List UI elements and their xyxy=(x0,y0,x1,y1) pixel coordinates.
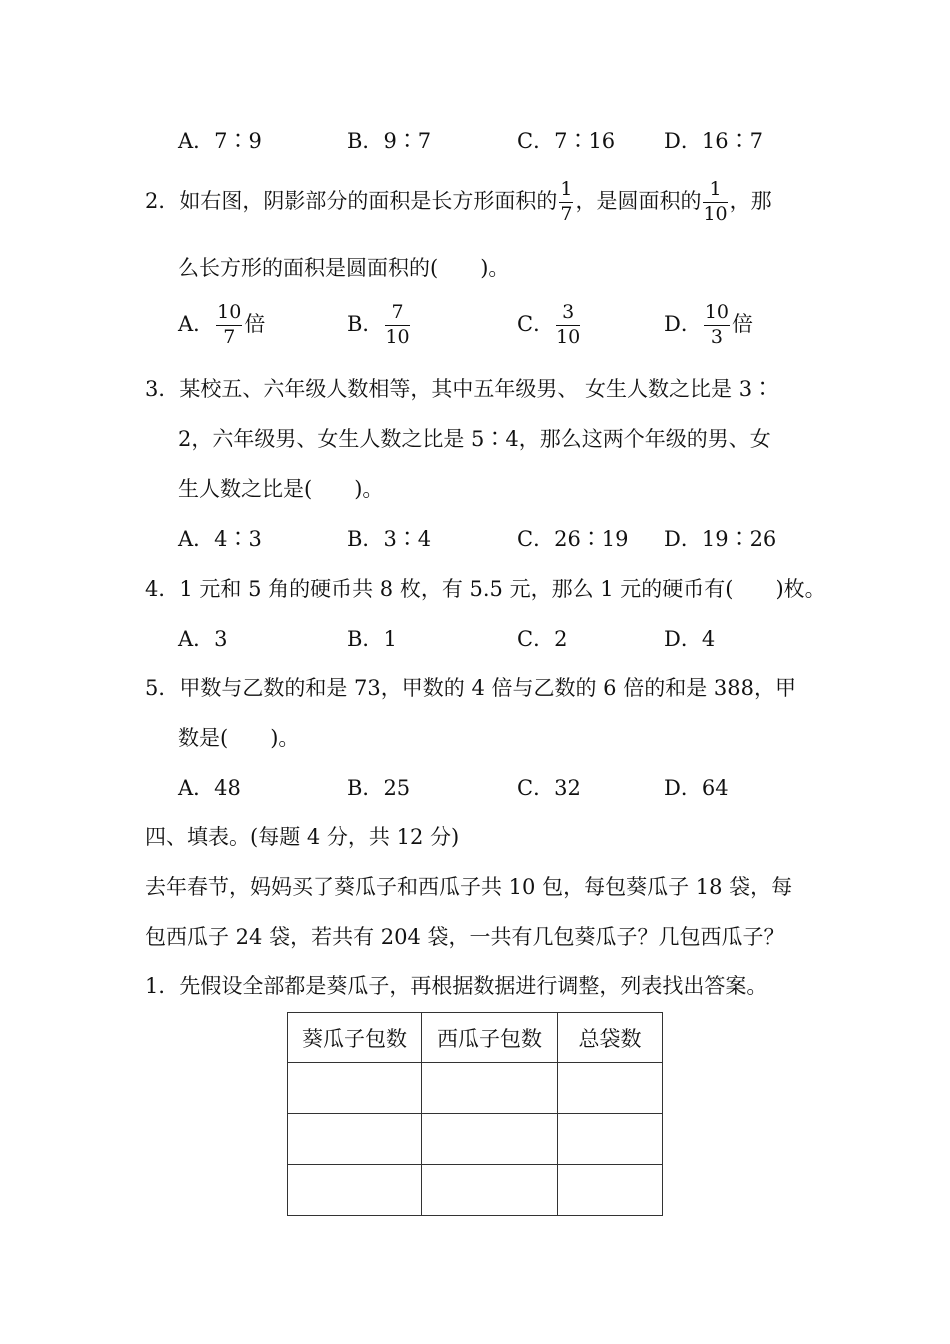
q3-stem-line3: 生人数之比是( )。 xyxy=(178,477,384,501)
q5-option-a[interactable]: A．48 xyxy=(178,776,241,800)
q3-stem-line1: 3．某校五、六年级人数相等，其中五年级男、 女生人数之比是 3∶ xyxy=(145,377,774,401)
table-cell[interactable] xyxy=(288,1063,422,1114)
section-4-heading: 四、填表。(每题 4 分，共 12 分) xyxy=(145,825,460,849)
q4-stem: 4．1 元和 5 角的硬币共 8 枚，有 5.5 元，那么 1 元的硬币有( )枚。 xyxy=(145,577,826,601)
q2-fraction-1-10: $\frac{1}{10}$ xyxy=(703,178,728,225)
q4-option-b[interactable]: B．1 xyxy=(347,627,397,651)
q2-option-b[interactable]: B． $\frac{7}{10}$ xyxy=(347,301,410,348)
q2-stem-line1: 2．如右图，阴影部分的面积是长方形面积的 $\frac{1}{7}$ ，是圆面积的 $\frac{1}{10}$ ，那 xyxy=(145,178,772,225)
q3-stem-line2: 2，六年级男、女生人数之比是 5∶4，那么这两个年级的男、女 xyxy=(178,427,771,451)
table-cell[interactable] xyxy=(422,1063,558,1114)
table-cell[interactable] xyxy=(422,1114,558,1165)
q3-option-a[interactable]: A．4∶3 xyxy=(178,527,262,551)
q5-option-d[interactable]: D．64 xyxy=(664,776,729,800)
q3-option-b[interactable]: B．3∶4 xyxy=(347,527,432,551)
fill-in-table xyxy=(287,1012,663,1216)
q2-option-a[interactable]: A． $\frac{10}{7}$ 倍 xyxy=(178,301,266,348)
q2-stem-line2: 么长方形的面积是圆面积的( )。 xyxy=(178,256,510,280)
header-sunflower-packs: 葵瓜子包数 xyxy=(288,1013,422,1063)
q2-option-d[interactable]: D． $\frac{10}{3}$ 倍 xyxy=(664,301,754,348)
q1-option-b[interactable]: B．9∶7 xyxy=(347,129,432,153)
q3-option-c[interactable]: C．26∶19 xyxy=(517,527,629,551)
q5-option-b[interactable]: B．25 xyxy=(347,776,411,800)
q1-option-a[interactable]: A．7∶9 xyxy=(178,129,262,153)
problem-text-line2: 包西瓜子 24 袋，若共有 204 袋，一共有几包葵瓜子？几包西瓜子？ xyxy=(145,925,785,949)
table-cell[interactable] xyxy=(558,1114,663,1165)
table-row xyxy=(288,1165,663,1216)
table-cell[interactable] xyxy=(422,1165,558,1216)
q5-stem-line1: 5．甲数与乙数的和是 73，甲数的 4 倍与乙数的 6 倍的和是 388，甲 xyxy=(145,676,796,700)
q4-option-c[interactable]: C．2 xyxy=(517,627,568,651)
table-row xyxy=(288,1063,663,1114)
table-cell[interactable] xyxy=(288,1165,422,1216)
table-row xyxy=(288,1114,663,1165)
header-watermelon-packs: 西瓜子包数 xyxy=(422,1013,558,1063)
q2-fraction-1-7: $\frac{1}{7}$ xyxy=(560,178,573,225)
header-total-bags: 总袋数 xyxy=(558,1013,663,1063)
table-cell[interactable] xyxy=(558,1063,663,1114)
sub-question-1: 1．先假设全部都是葵瓜子，再根据数据进行调整，列表找出答案。 xyxy=(145,974,768,998)
table-cell[interactable] xyxy=(288,1114,422,1165)
problem-text-line1: 去年春节，妈妈买了葵瓜子和西瓜子共 10 包，每包葵瓜子 18 袋，每 xyxy=(145,875,793,899)
q1-option-d[interactable]: D．16∶7 xyxy=(664,129,763,153)
q4-option-d[interactable]: D．4 xyxy=(664,627,716,651)
q5-option-c[interactable]: C．32 xyxy=(517,776,581,800)
q3-option-d[interactable]: D．19∶26 xyxy=(664,527,777,551)
table-cell[interactable] xyxy=(558,1165,663,1216)
table-header-row xyxy=(288,1013,663,1063)
q2-option-c[interactable]: C． $\frac{3}{10}$ xyxy=(517,301,581,348)
q5-stem-line2: 数是( )。 xyxy=(178,726,300,750)
q4-option-a[interactable]: A．3 xyxy=(178,627,228,651)
q1-option-c[interactable]: C．7∶16 xyxy=(517,129,616,153)
